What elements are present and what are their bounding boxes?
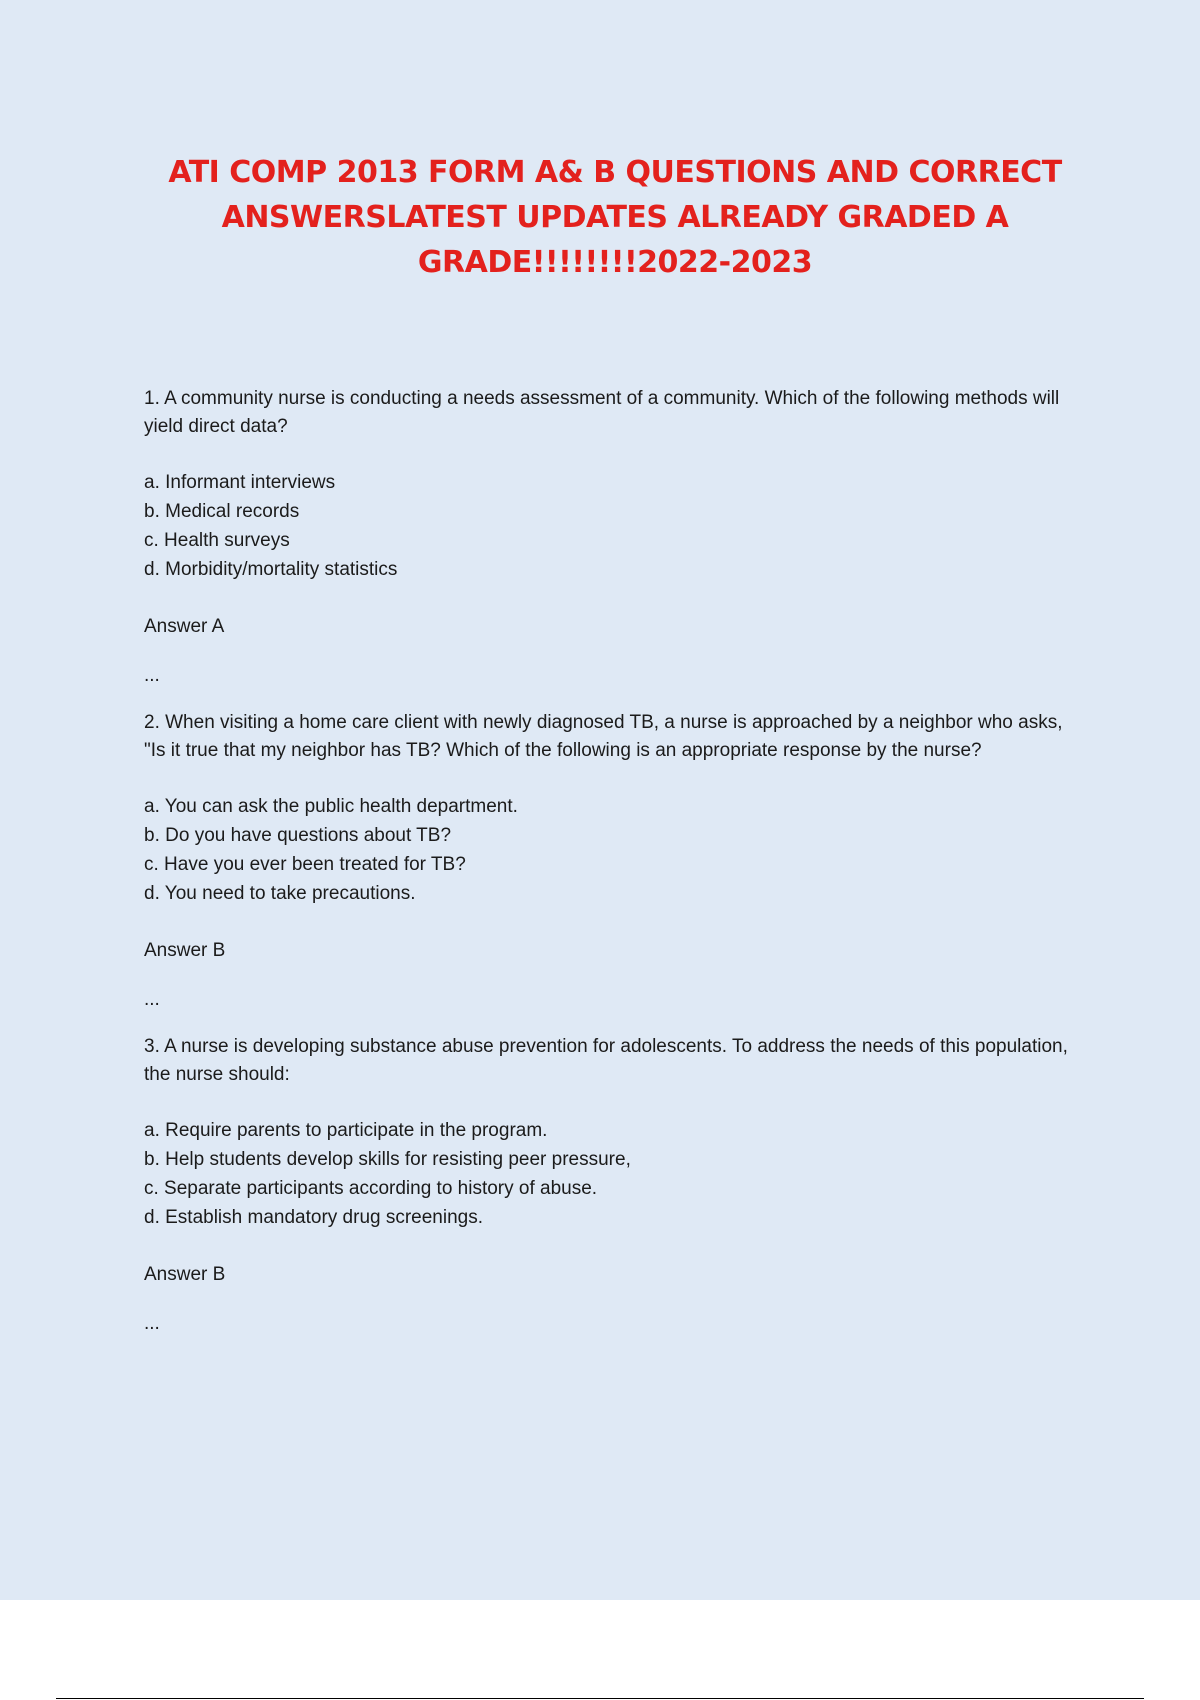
title-line-2: ANSWERSLATEST UPDATES ALREADY GRADED A (221, 200, 1009, 235)
title-line-1: ATI COMP 2013 FORM A& B QUESTIONS AND CORRECT (168, 155, 1062, 190)
question-separator: ... (144, 1313, 160, 1334)
option-list (144, 1117, 1084, 1233)
question-separator: ... (144, 665, 160, 686)
questions-section (144, 385, 1084, 1357)
option-b: b. Do you have questions about TB? (144, 825, 452, 846)
question-2 (144, 709, 1084, 1013)
option-d: d. You need to take precautions. (144, 883, 416, 904)
question-text: 3. A nurse is developing substance abuse prevention for adolescents. To address the needs of this population, the nurse should: (144, 1036, 1068, 1085)
title-line-3: GRADE!!!!!!!!2022-2023 (417, 245, 813, 280)
question-1 (144, 385, 1084, 689)
option-c: c. Separate participants according to history of abuse. (144, 1178, 598, 1199)
option-d: d. Morbidity/mortality statistics (144, 559, 398, 580)
option-list (144, 469, 1084, 585)
question-text: 2. When visiting a home care client with newly diagnosed TB, a nurse is approached by a neighbor who asks, "Is it true that my neighbor has TB? Which of the following is an appropriate response by the nurse? (144, 712, 1063, 761)
option-list (144, 793, 1084, 909)
option-a: a. Require parents to participate in the program. (144, 1120, 548, 1141)
answer-label: Answer B (144, 1264, 226, 1285)
footer-divider (56, 1698, 1144, 1699)
question-3 (144, 1033, 1084, 1337)
option-c: c. Health surveys (144, 530, 290, 551)
option-d: d. Establish mandatory drug screenings. (144, 1207, 484, 1228)
question-separator: ... (144, 989, 160, 1010)
option-a: a. Informant interviews (144, 472, 336, 493)
option-b: b. Help students develop skills for resisting peer pressure, (144, 1149, 631, 1170)
option-b: b. Medical records (144, 501, 300, 522)
option-a: a. You can ask the public health department. (144, 796, 518, 817)
question-text: 1. A community nurse is conducting a needs assessment of a community. Which of the following methods will yield direct data? (144, 388, 1060, 437)
answer-label: Answer A (144, 616, 225, 637)
option-c: c. Have you ever been treated for TB? (144, 854, 466, 875)
answer-label: Answer B (144, 940, 226, 961)
document-title (120, 150, 1110, 285)
